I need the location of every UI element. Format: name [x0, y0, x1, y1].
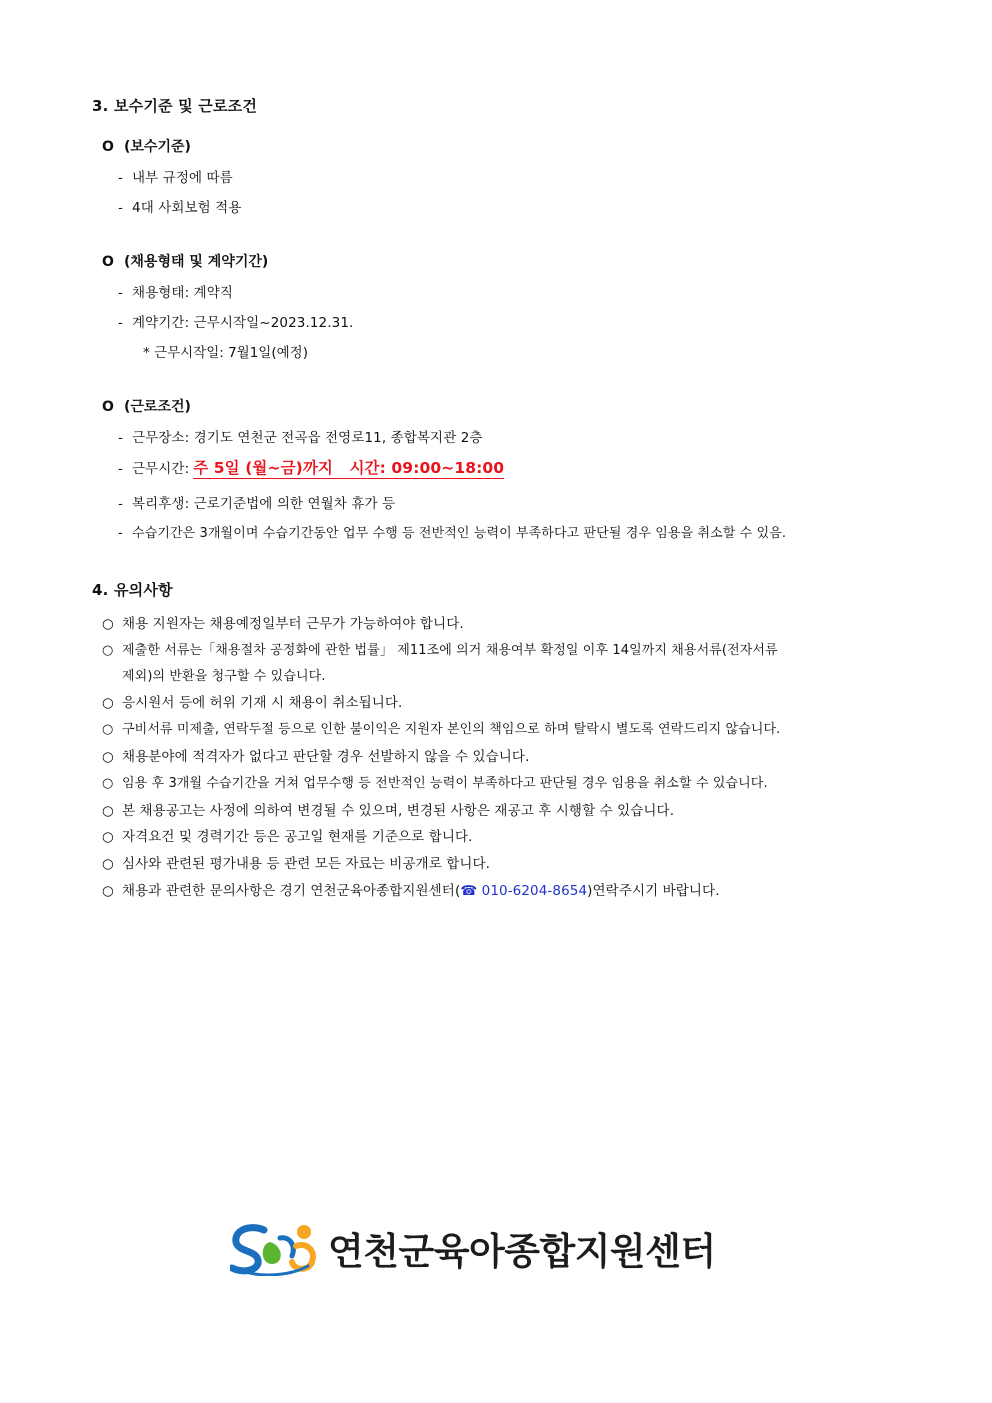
circle-mark: O [102, 254, 114, 270]
circle-bullet: ○ [102, 722, 114, 737]
notice-text: 본 채용공고는 사정에 의하여 변경될 수 있으며, 변경된 사항은 재공고 후 시행할 수 있습니다. [122, 803, 675, 819]
section-3-heading: 3. 보수기준 및 근로조건 [92, 97, 258, 115]
dash-bullet: - [118, 170, 123, 186]
dash-bullet: - [118, 285, 123, 301]
dash-bullet: - [118, 315, 123, 331]
work-hours-label: 근무시간: [132, 461, 190, 477]
list-item [118, 166, 233, 186]
contact-phone[interactable]: ☎ 010-6204-8654 [460, 883, 588, 899]
notice-text: 임용 후 3개월 수습기간을 거쳐 업무수행 등 전반적인 능력이 부족하다고 판단될 경우 임용을 취소할 수 있습니다. [122, 776, 768, 791]
circle-bullet: ○ [102, 883, 114, 899]
notice-item [102, 745, 529, 765]
circle-bullet: ○ [102, 803, 114, 819]
pay-standard-title [102, 136, 191, 156]
probation-text: 수습기간은 3개월이며 수습기간동안 업무 수행 등 전반적인 능력이 부족하다고 판단될 경우 임용을 취소할 수 있음. [132, 526, 787, 541]
dash-bullet: - [118, 430, 123, 446]
notice-item [102, 799, 674, 819]
dash-bullet: - [118, 496, 123, 512]
section-4-heading: 4. 유의사항 [92, 581, 173, 599]
circle-mark: O [102, 399, 114, 415]
center-logo-icon [230, 1220, 320, 1276]
start-date-note: * 근무시작일: 7월1일(예정) [143, 345, 308, 361]
circle-bullet: ○ [102, 749, 114, 765]
center-logo [230, 1220, 716, 1276]
dash-bullet: - [118, 461, 123, 477]
circle-bullet: ○ [102, 829, 114, 845]
circle-bullet: ○ [102, 776, 114, 791]
pay-standard-label: (보수기준) [124, 139, 191, 155]
list-item [118, 281, 233, 301]
working-conditions-title [102, 396, 191, 416]
list-item-text: 4대 사회보험 적용 [132, 200, 242, 216]
list-item-text: 계약기간: 근무시작일~2023.12.31. [132, 315, 354, 331]
contact-suffix: )연락주시기 바랍니다. [587, 883, 720, 899]
welfare-text: 복리후생: 근로기준법에 의한 연월차 휴가 등 [132, 496, 396, 512]
circle-bullet: ○ [102, 856, 114, 872]
dash-bullet: - [118, 200, 123, 216]
notice-text: 채용분야에 적격자가 없다고 판단할 경우 선발하지 않을 수 있습니다. [122, 749, 530, 765]
notice-item [102, 639, 778, 658]
notice-item-continuation: 제외)의 반환을 청구할 수 있습니다. [122, 669, 326, 684]
list-item-text: 내부 규정에 따름 [132, 170, 233, 186]
notice-text: 구비서류 미제출, 연락두절 등으로 인한 불이익은 지원자 본인의 책임으로 하며 탈락시 별도록 연락드리지 않습니다. [122, 722, 781, 737]
circle-mark: O [102, 139, 114, 155]
workplace-text: 근무장소: 경기도 연천군 전곡읍 전영로11, 종합복지관 2층 [132, 430, 483, 446]
list-item [118, 426, 483, 446]
center-logo-text: 연천군육아종합지원센터 [328, 1230, 716, 1273]
contact-prefix: 채용과 관련한 문의사항은 경기 연천군육아종합지원센터( [122, 883, 461, 899]
list-item-text: 채용형태: 계약직 [132, 285, 234, 301]
list-item [118, 311, 353, 331]
notice-item [102, 691, 402, 711]
circle-bullet: ○ [102, 616, 114, 632]
list-item [118, 522, 786, 541]
notice-item [102, 879, 720, 899]
notice-item [102, 772, 768, 791]
employment-type-title [102, 251, 268, 271]
list-item [118, 492, 395, 512]
notice-item [102, 852, 490, 872]
notice-text: 응시원서 등에 허위 기재 시 채용이 취소됩니다. [122, 695, 403, 711]
notice-text: 심사와 관련된 평가내용 등 관련 모든 자료는 비공개로 합니다. [122, 856, 491, 872]
notice-text: 채용 지원자는 채용예정일부터 근무가 가능하여야 합니다. [122, 616, 464, 632]
work-hours-value: 주 5일 (월~금)까지 시간: 09:00~18:00 [193, 459, 505, 477]
circle-bullet: ○ [102, 643, 114, 658]
notice-item [102, 718, 780, 737]
notice-text: 제출한 서류는「채용절차 공정화에 관한 법률」 제11조에 의거 채용여부 확정일 이후 14일까지 채용서류(전자서류 [122, 643, 778, 658]
working-conditions-label: (근로조건) [124, 399, 191, 415]
list-item [118, 196, 241, 216]
notice-item [102, 612, 464, 632]
notice-text: 자격요건 및 경력기간 등은 공고일 현재를 기준으로 합니다. [122, 829, 473, 845]
circle-bullet: ○ [102, 695, 114, 711]
notice-item [102, 825, 473, 845]
list-item [118, 456, 504, 478]
employment-type-label: (채용형태 및 계약기간) [124, 254, 269, 270]
dash-bullet: - [118, 526, 123, 541]
